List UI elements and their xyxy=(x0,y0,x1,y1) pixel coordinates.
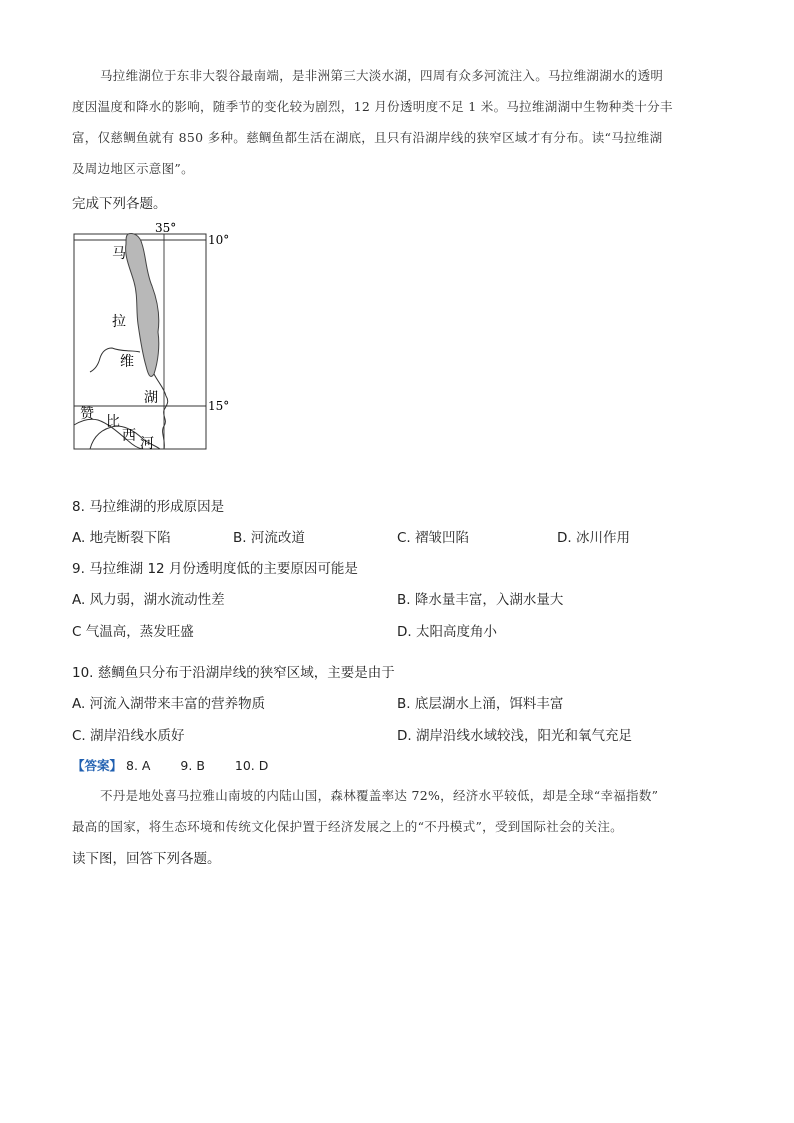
passage-1 xyxy=(72,60,732,184)
question-10-option-d: D. 湖岸沿线水域较浅，阳光和氧气充足 xyxy=(397,728,632,744)
instruction-1: 完成下列各题。 xyxy=(72,196,167,212)
question-9-option-b: B. 降水量丰富，入湖水量大 xyxy=(397,592,564,608)
question-10-option-c: C. 湖岸沿线水质好 xyxy=(72,728,185,744)
question-8-option-c: C. 褶皱凹陷 xyxy=(397,530,470,546)
question-10-option-b: B. 底层湖水上涌，饵料丰富 xyxy=(397,696,564,712)
question-10-stem: 10. 慈鲷鱼只分布于沿湖岸线的狭窄区域，主要是由于 xyxy=(72,665,395,681)
question-8-option-d: D. 冰川作用 xyxy=(557,530,630,546)
lake-char: 湖 xyxy=(144,390,158,406)
question-10-option-a: A. 河流入湖带来丰富的营养物质 xyxy=(72,696,266,712)
lake-char: 拉 xyxy=(112,314,126,330)
river-char: 赞 xyxy=(80,406,94,422)
question-9-option-c: C 气温高，蒸发旺盛 xyxy=(72,624,194,640)
river-char: 河 xyxy=(140,436,154,452)
malawi-map xyxy=(60,220,240,455)
river-char: 比 xyxy=(106,414,120,430)
passage-1-line: 及周边地区示意图”。 xyxy=(72,161,194,176)
longitude-label: 35° xyxy=(155,221,177,235)
question-8-option-a: A. 地壳断裂下陷 xyxy=(72,530,171,546)
question-9-option-d: D. 太阳高度角小 xyxy=(397,624,497,640)
instruction-2: 读下图，回答下列各题。 xyxy=(72,851,221,867)
question-9-option-a: A. 风力弱，湖水流动性差 xyxy=(72,592,225,608)
passage-1-line: 马拉维湖位于东非大裂谷最南端，是非洲第三大淡水湖，四周有众多河流注入。马拉维湖湖水的透明 xyxy=(100,68,664,83)
question-9-stem: 9. 马拉维湖 12 月份透明度低的主要原因可能是 xyxy=(72,561,358,577)
question-8-stem: 8. 马拉维湖的形成原因是 xyxy=(72,499,225,515)
answer-value: 9. B xyxy=(180,758,205,773)
river-char: 西 xyxy=(122,428,136,444)
answer-row xyxy=(72,756,268,774)
question-8-option-b: B. 河流改道 xyxy=(233,530,305,546)
passage-1-line: 富，仅慈鲷鱼就有 850 多种。慈鲷鱼都生活在湖底，且只有沿湖岸线的狭窄区域才有分布。读“马拉维湖 xyxy=(72,130,663,145)
answer-tag: 【答案】 xyxy=(72,758,123,773)
lake-char: 马 xyxy=(112,246,126,262)
answer-value: 8. A xyxy=(126,758,151,773)
passage-2 xyxy=(72,780,732,842)
latitude-label-bottom: 15° xyxy=(208,399,230,413)
lake-char: 维 xyxy=(120,354,134,370)
latitude-label-top: 10° xyxy=(208,233,230,247)
passage-2-line: 最高的国家，将生态环境和传统文化保护置于经济发展之上的“不丹模式”，受到国际社会的关注。 xyxy=(72,819,623,834)
shire-river xyxy=(154,374,168,449)
passage-2-line: 不丹是地处喜马拉雅山南坡的内陆山国，森林覆盖率达 72%，经济水平较低，却是全球“幸福指数” xyxy=(100,788,659,803)
answer-value: 10. D xyxy=(234,758,269,773)
passage-1-line: 度因温度和降水的影响，随季节的变化较为剧烈，12 月份透明度不足 1 米。马拉维湖湖中生物种类十分丰 xyxy=(72,99,673,114)
